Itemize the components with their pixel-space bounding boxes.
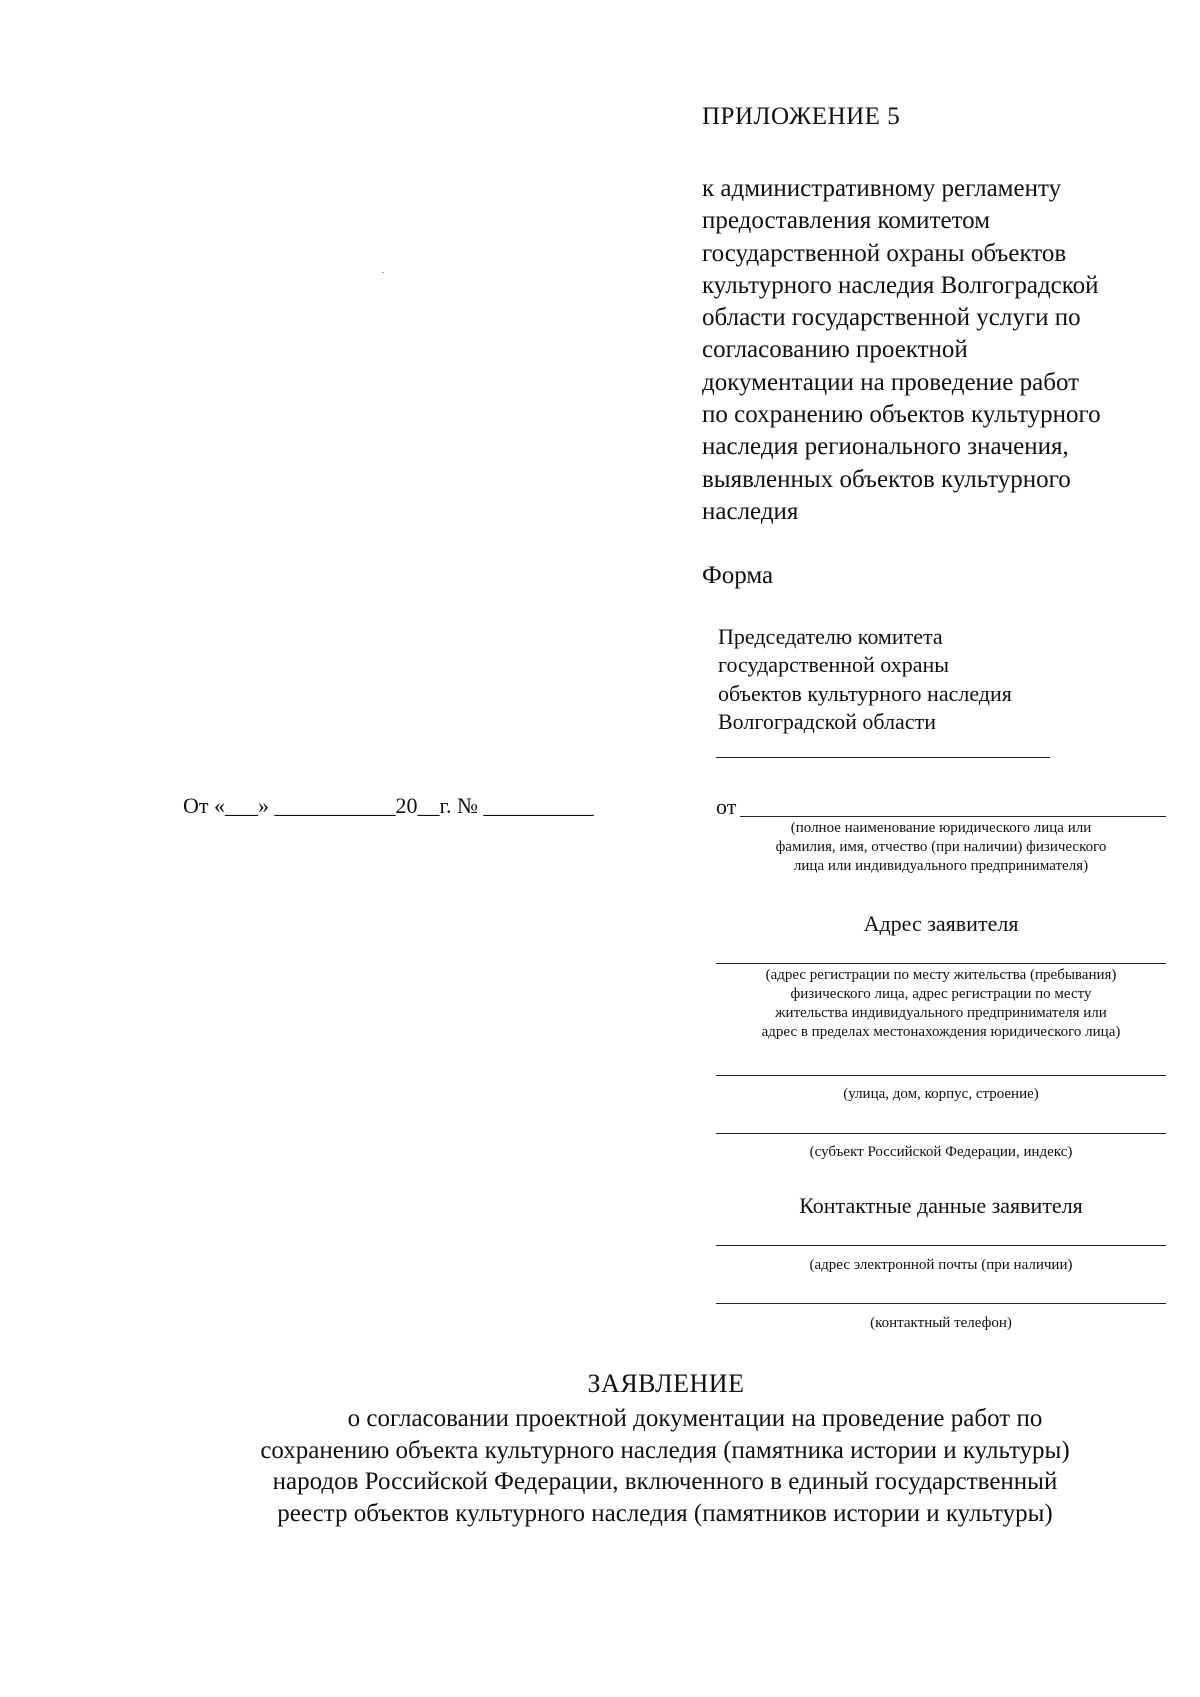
statement-title: ЗАЯВЛЕНИЕ [587,1369,745,1398]
contacts-title: Контактные данные заявителя [799,1193,1083,1218]
phone-note: (контактный телефон) [870,1315,1012,1331]
phone-line[interactable] [716,1303,1166,1304]
region-note: (субъект Российской Федерации, индекс) [809,1144,1073,1160]
addressee-line: Волгоградской области [718,708,936,734]
appendix-line: к административному регламенту [702,175,1062,202]
note-line: адрес в пределах местонахождения юридического лица) [761,1024,1121,1040]
appendix-line: по сохранению объектов культурного [702,401,1101,429]
statement-line: сохранению объекта культурного наследия (памятника истории и культуры) [260,1436,1070,1464]
address-note [716,966,1166,1042]
statement-line: о согласовании проектной документации на проведение работ по [347,1405,1043,1432]
region-line[interactable] [716,1133,1166,1134]
appendix-description [702,173,1182,528]
appendix-title: ПРИЛОЖЕНИЕ 5 [702,103,901,130]
addressee-block [718,623,1012,736]
note-line: (адрес регистрации по месту жительства (пребывания) [765,967,1117,983]
appendix-line: выявленных объектов культурного [702,465,1071,493]
applicant-name-note [716,819,1166,876]
street-note: (улица, дом, корпус, строение) [843,1086,1039,1102]
scan-speck [382,272,384,273]
statement-subject [150,1403,1180,1529]
appendix-line: документации на проведение работ [702,368,1080,396]
statement-line: народов Российской Федерации, включенного в единый государственный [272,1468,1058,1495]
address-line[interactable] [716,963,1166,964]
addressee-line: Председателю комитета [718,624,943,649]
form-label: Форма [702,562,774,589]
appendix-line: наследия регионального значения, [702,433,1069,461]
addressee-line: государственной охраны [718,652,950,678]
street-line[interactable] [716,1075,1166,1076]
address-title: Адрес заявителя [863,911,1019,936]
applicant-name-line[interactable] [740,816,1166,817]
note-line: (полное наименование юридического лица или [790,820,1092,836]
appendix-line: области государственной услуги по [702,304,1081,332]
appendix-line: государственной охраны объектов [702,239,1067,267]
note-line: физического лица, адрес регистрации по месту [790,986,1092,1002]
note-line: жительства индивидуального предпринимателя или [775,1005,1107,1021]
appendix-line: культурного наследия Волгоградской [702,271,1099,299]
addressee-line: объектов культурного наследия [718,680,1012,706]
appendix-line: согласованию проектной [702,336,968,364]
appendix-line: наследия [702,497,799,525]
date-number-line[interactable]: От «___» ___________20__г. № __________ [183,793,594,818]
note-line: фамилия, имя, отчество (при наличии) физического [775,839,1107,855]
statement-line: реестр объектов культурного наследия (памятников истории и культуры) [277,1499,1053,1527]
appendix-line: предоставления комитетом [702,207,991,235]
note-line: лица или индивидуального предпринимателя) [793,858,1089,874]
email-line[interactable] [716,1245,1166,1246]
addressee-name-line[interactable] [716,757,1050,758]
email-note: (адрес электронной почты (при наличии) [809,1257,1073,1273]
from-label: от [716,794,737,819]
